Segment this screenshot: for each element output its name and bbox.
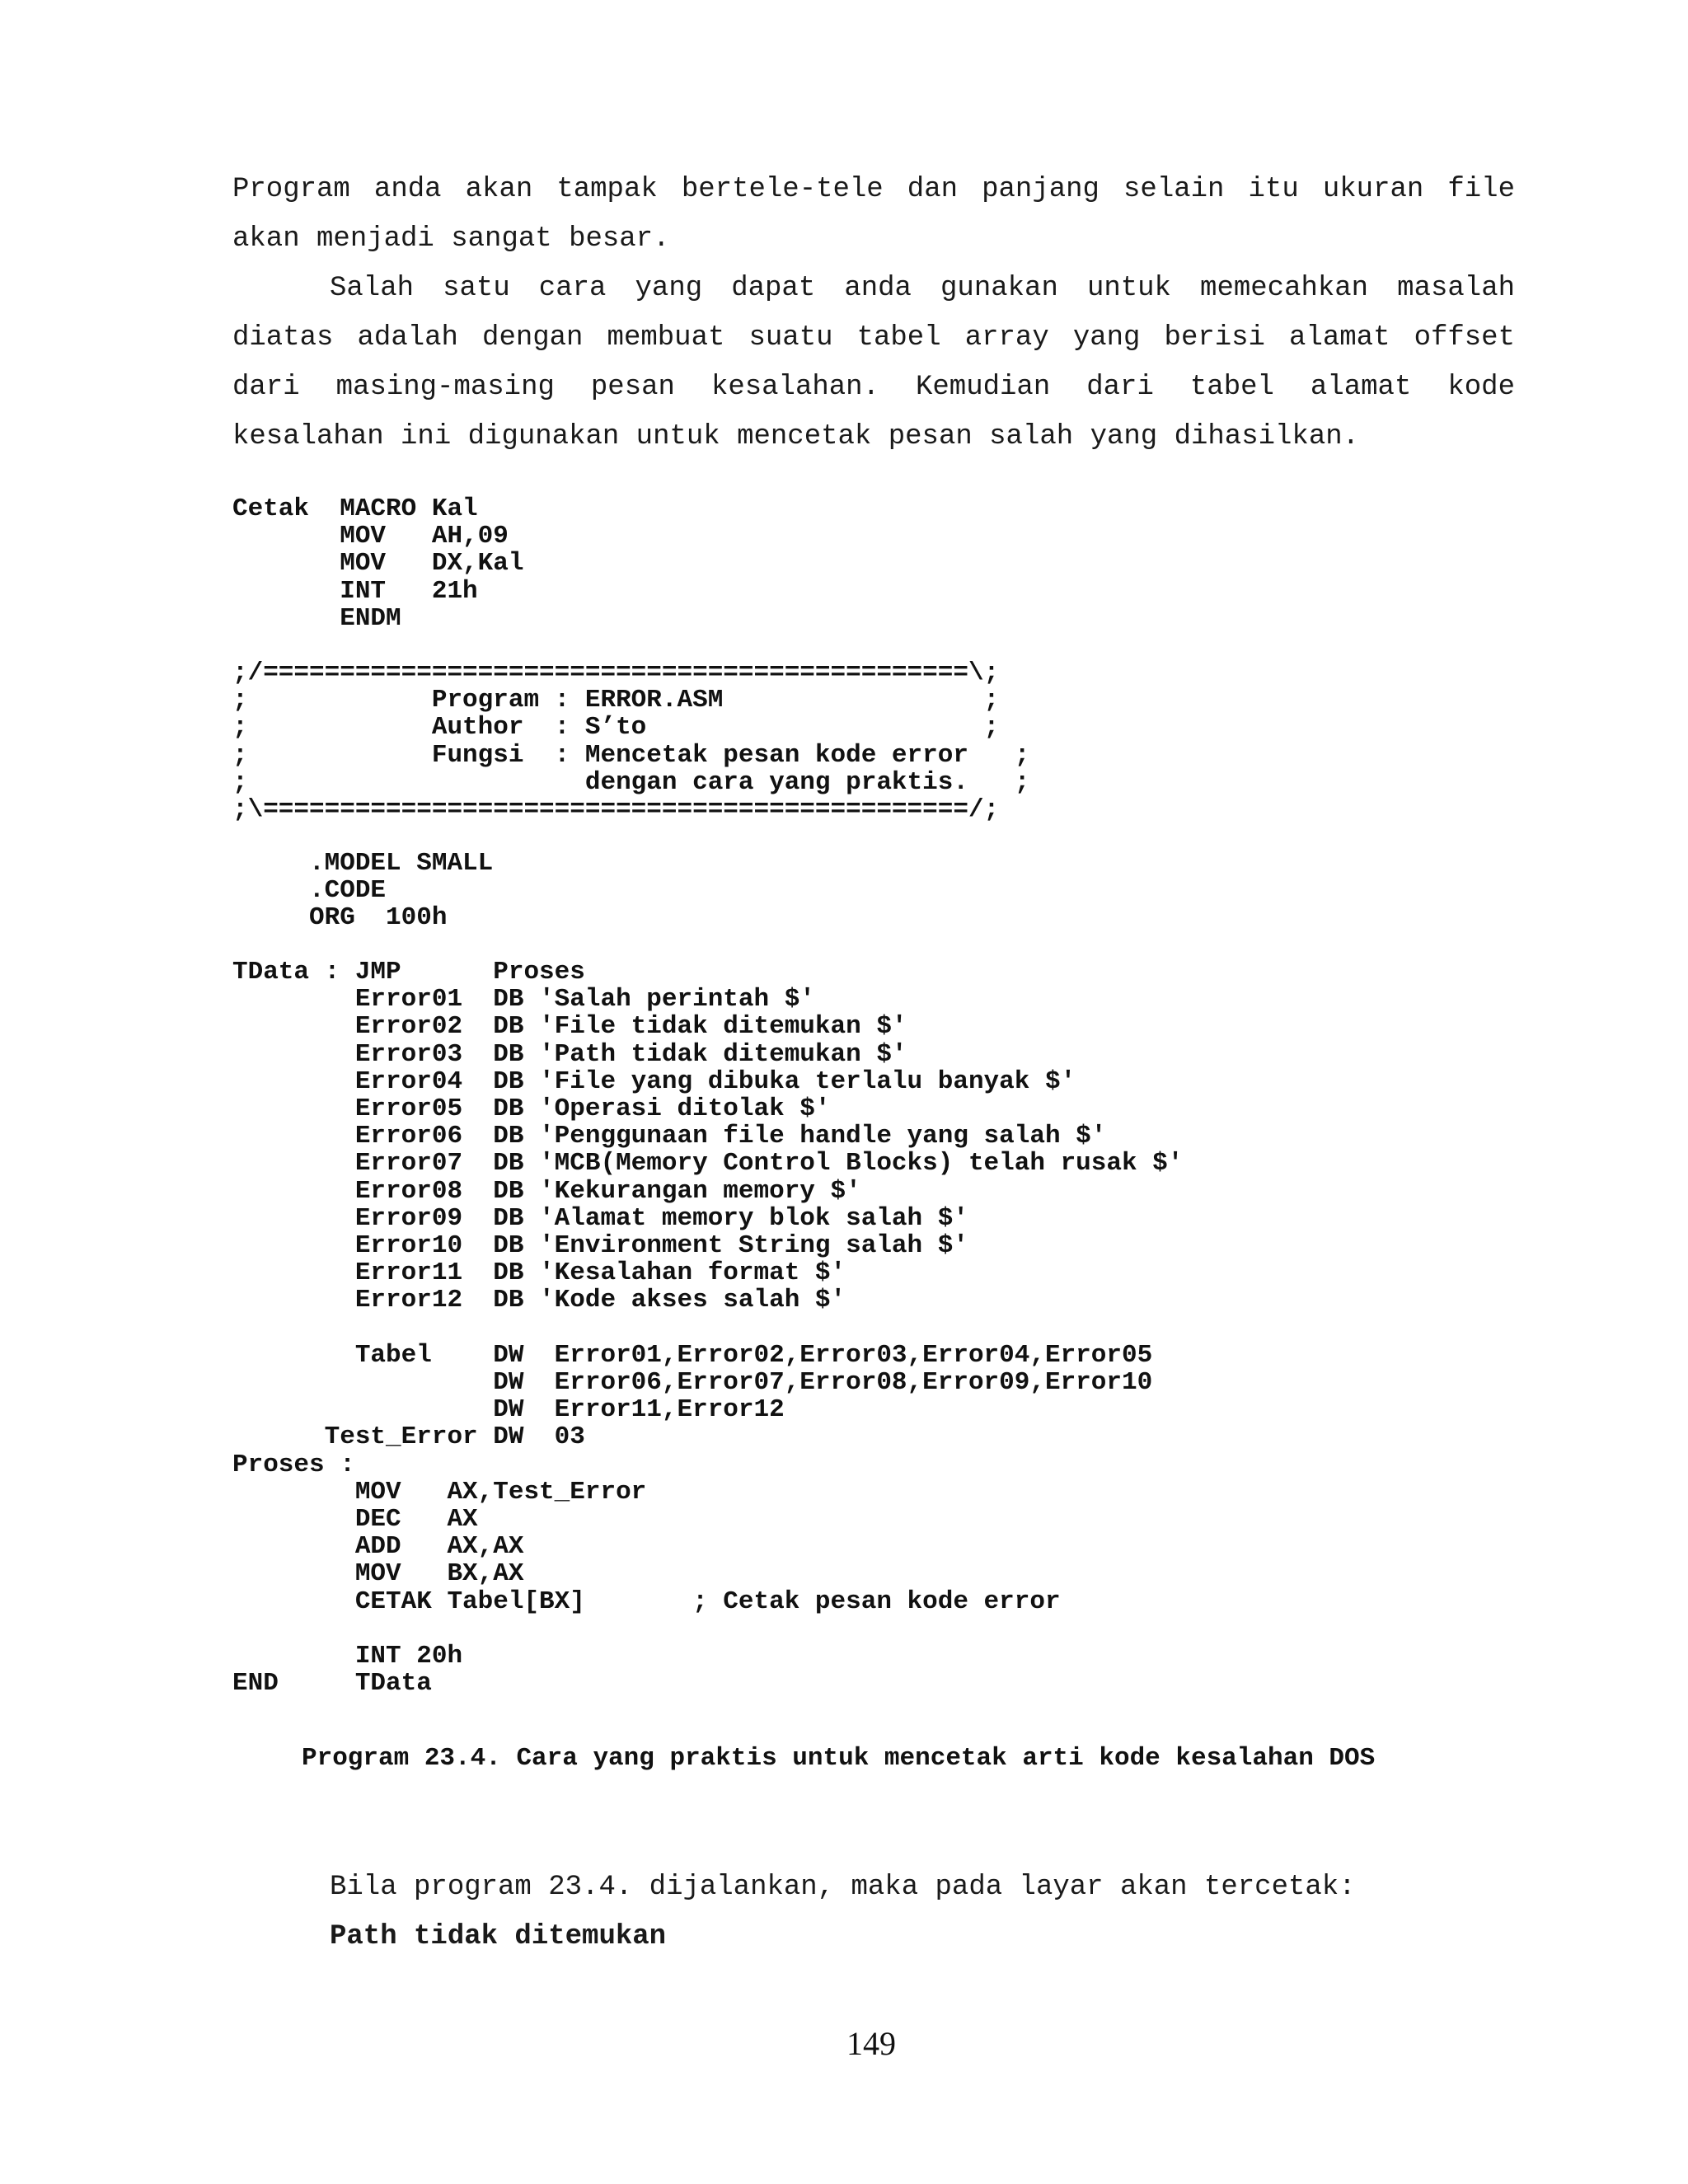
code-directives: .MODEL SMALL .CODE ORG 100h (309, 849, 494, 933)
code-macro-block: Cetak MACRO Kal MOV AH,09 MOV DX,Kal INT 21h ENDM (232, 494, 524, 633)
code-program-body: TData : JMP Proses Error01 DB 'Salah perintah $' Error02 DB 'File tidak ditemukan $' Error03 DB 'Path tidak ditemukan $' Error04 DB 'File yang dibuka terlalu banyak $' Error05 DB 'Operasi ditolak $' Error06 DB 'Penggunaan file handle yang salah $' Error07 DB 'MCB(Memory Control Blocks) telah rusak $' Error08 DB 'Kekurangan memory $' Error09 DB 'Alamat memory blok salah $' Error10 DB 'Environment String salah $' Error11 DB 'Kesalahan format $' Error12 DB 'Kode akses salah $' Tabel DW Error01,Error02,Error03,Error04,Error05 DW Error06,Error07,Error08,Error09,Error10 DW Error11,Error12 Test_Error DW 03 Proses : MOV AX,Test_Error DEC AX ADD AX,AX MOV BX,AX CETAK Tabel[BX] ; Cetak pesan kode error INT 20h END TData (232, 958, 1184, 1699)
page-number: 149 (846, 2025, 896, 2062)
code-header-comment: ;/==============================================\; ; Program : ERROR.ASM ; ; Author : S’to ; ; Fungsi : Mencetak pesan kode error ; ; dengan cara yang praktis. ; ;\==============================================/; (232, 658, 1030, 825)
program-caption: Program 23.4. Cara yang praktis untuk mencetak arti kode kesalahan DOS (302, 1744, 1376, 1773)
intro-paragraph-2: Salah satu cara yang dapat anda gunakan untuk memecahkan masalah diatas adalah dengan membuat suatu tabel array yang berisi alamat offset dari masing-masing pesan kesalahan. Kemudian dari tabel alamat kode kesalahan ini digunakan untuk mencetak pesan salah yang dihasilkan. (232, 273, 1515, 452)
result-intro-text: Bila program 23.4. dijalankan, maka pada layar akan tercetak: (330, 1872, 1356, 1903)
program-output-text: Path tidak ditemukan (330, 1921, 667, 1952)
intro-paragraph-1: Program anda akan tampak bertele-tele dan panjang selain itu ukuran file akan menjadi sangat besar. (232, 174, 1515, 255)
